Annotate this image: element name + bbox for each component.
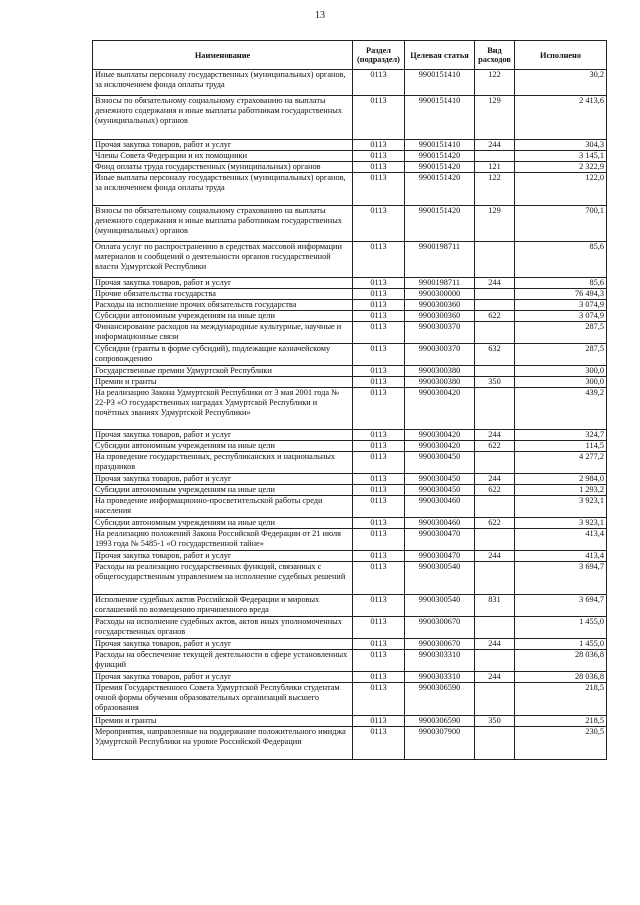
cell-razdel: 0113 — [353, 650, 405, 672]
cell-razdel: 0113 — [353, 151, 405, 162]
cell-name: Прочие обязательства государства — [93, 289, 353, 300]
cell-name: Иные выплаты персоналу государственных (муниципальных) органов, за исключением фонда оплаты труда — [93, 173, 353, 206]
cell-statya: 9900300420 — [405, 388, 475, 430]
table-header-row — [93, 41, 607, 70]
cell-ispolneno: 218,5 — [515, 683, 607, 716]
cell-ispolneno: 76 494,3 — [515, 289, 607, 300]
table-row — [93, 366, 607, 377]
cell-statya: 9900198711 — [405, 278, 475, 289]
cell-ispolneno: 4 277,2 — [515, 452, 607, 474]
table-row — [93, 529, 607, 551]
cell-ispolneno: 218,5 — [515, 716, 607, 727]
cell-statya: 9900300470 — [405, 551, 475, 562]
cell-ispolneno: 122,0 — [515, 173, 607, 206]
cell-razdel: 0113 — [353, 344, 405, 366]
cell-vid: 244 — [475, 278, 515, 289]
cell-name: На реализацию положений Закона Российской Федерации от 21 июля 1993 года № 5485-1 «О государственной тайне» — [93, 529, 353, 551]
cell-vid: 350 — [475, 716, 515, 727]
cell-ispolneno: 3 923,1 — [515, 496, 607, 518]
cell-vid: 122 — [475, 70, 515, 96]
table-row — [93, 388, 607, 430]
cell-vid: 244 — [475, 672, 515, 683]
cell-name: Расходы на обеспечение текущей деятельности в сфере установленных функций — [93, 650, 353, 672]
cell-vid — [475, 496, 515, 518]
table-row — [93, 650, 607, 672]
cell-name: Взносы по обязательному социальному страхованию на выплаты денежного содержания и иные выплаты работникам государственных (муниципальных) органов — [93, 206, 353, 242]
table-row — [93, 140, 607, 151]
table-row — [93, 322, 607, 344]
cell-statya: 9900300420 — [405, 441, 475, 452]
cell-ispolneno: 85,6 — [515, 278, 607, 289]
cell-name: Субсидии автономным учреждениям на иные цели — [93, 518, 353, 529]
cell-statya: 9900300380 — [405, 366, 475, 377]
cell-statya: 9900151410 — [405, 96, 475, 140]
table-row — [93, 70, 607, 96]
cell-razdel: 0113 — [353, 595, 405, 617]
cell-razdel: 0113 — [353, 242, 405, 278]
cell-vid — [475, 322, 515, 344]
cell-name: Прочая закупка товаров, работ и услуг — [93, 672, 353, 683]
cell-name: Финансирование расходов на международные культурные, научные и информационные связи — [93, 322, 353, 344]
cell-name: Взносы по обязательному социальному страхованию на выплаты денежного содержания и иные выплаты работникам государственных (муниципальных) органов — [93, 96, 353, 140]
cell-ispolneno: 3 145,1 — [515, 151, 607, 162]
cell-vid: 244 — [475, 430, 515, 441]
cell-statya: 9900300470 — [405, 529, 475, 551]
cell-ispolneno: 413,4 — [515, 551, 607, 562]
cell-ispolneno: 439,2 — [515, 388, 607, 430]
cell-vid — [475, 727, 515, 760]
cell-statya: 9900306590 — [405, 683, 475, 716]
cell-razdel: 0113 — [353, 289, 405, 300]
cell-ispolneno: 3 694,7 — [515, 595, 607, 617]
cell-ispolneno: 1 455,0 — [515, 639, 607, 650]
cell-statya: 9900151420 — [405, 151, 475, 162]
cell-vid: 244 — [475, 551, 515, 562]
header-razdel: Раздел (подраздел) — [353, 41, 405, 70]
cell-statya: 9900151420 — [405, 162, 475, 173]
cell-razdel: 0113 — [353, 551, 405, 562]
cell-razdel: 0113 — [353, 683, 405, 716]
cell-statya: 9900151410 — [405, 140, 475, 151]
cell-razdel: 0113 — [353, 388, 405, 430]
cell-name: Члены Совета Федерации и их помощники — [93, 151, 353, 162]
table-row — [93, 278, 607, 289]
cell-ispolneno: 114,5 — [515, 441, 607, 452]
table-row — [93, 496, 607, 518]
table-row — [93, 300, 607, 311]
cell-name: Оплата услуг по распространению в средствах массовой информации материалов и сообщений о деятельности органов государственной власти Удмуртской Республики — [93, 242, 353, 278]
cell-statya: 9900300370 — [405, 344, 475, 366]
cell-ispolneno: 304,3 — [515, 140, 607, 151]
cell-ispolneno: 300,0 — [515, 377, 607, 388]
table-row — [93, 485, 607, 496]
cell-razdel: 0113 — [353, 562, 405, 595]
cell-name: Премии и гранты — [93, 377, 353, 388]
table-row — [93, 441, 607, 452]
cell-razdel: 0113 — [353, 716, 405, 727]
cell-ispolneno: 300,0 — [515, 366, 607, 377]
table-row — [93, 716, 607, 727]
table-row — [93, 727, 607, 760]
cell-ispolneno: 1 455,0 — [515, 617, 607, 639]
table-row — [93, 452, 607, 474]
cell-ispolneno: 1 293,2 — [515, 485, 607, 496]
cell-name: Субсидии автономным учреждениям на иные цели — [93, 311, 353, 322]
cell-statya: 9900151420 — [405, 173, 475, 206]
cell-vid: 831 — [475, 595, 515, 617]
table-row — [93, 242, 607, 278]
cell-statya: 9900300420 — [405, 430, 475, 441]
cell-name: Прочая закупка товаров, работ и услуг — [93, 430, 353, 441]
cell-ispolneno: 3 923,1 — [515, 518, 607, 529]
cell-razdel: 0113 — [353, 173, 405, 206]
cell-statya: 9900151410 — [405, 70, 475, 96]
cell-razdel: 0113 — [353, 430, 405, 441]
cell-name: Премия Государственного Совета Удмуртской Республики студентам очной формы обучения образовательных организаций высшего образования — [93, 683, 353, 716]
cell-razdel: 0113 — [353, 474, 405, 485]
table-row — [93, 96, 607, 140]
cell-statya: 9900300450 — [405, 485, 475, 496]
table-row — [93, 344, 607, 366]
cell-vid: 244 — [475, 140, 515, 151]
header-statya: Целевая статья — [405, 41, 475, 70]
cell-statya: 9900300460 — [405, 496, 475, 518]
cell-razdel: 0113 — [353, 311, 405, 322]
cell-name: Субсидии автономным учреждениям на иные цели — [93, 485, 353, 496]
cell-name: Прочая закупка товаров, работ и услуг — [93, 140, 353, 151]
cell-vid — [475, 388, 515, 430]
cell-razdel: 0113 — [353, 140, 405, 151]
cell-ispolneno: 287,5 — [515, 344, 607, 366]
cell-vid: 244 — [475, 639, 515, 650]
cell-statya: 9900300540 — [405, 595, 475, 617]
cell-name: Исполнение судебных актов Российской Федерации и мировых соглашений по возмещению причиненного вреда — [93, 595, 353, 617]
table-row — [93, 377, 607, 388]
cell-razdel: 0113 — [353, 452, 405, 474]
cell-name: Фонд оплаты труда государственных (муниципальных) органов — [93, 162, 353, 173]
cell-name: Прочая закупка товаров, работ и услуг — [93, 278, 353, 289]
header-ispolneno: Исполнено — [515, 41, 607, 70]
cell-razdel: 0113 — [353, 377, 405, 388]
cell-razdel: 0113 — [353, 617, 405, 639]
cell-statya: 9900300450 — [405, 474, 475, 485]
table-row — [93, 595, 607, 617]
cell-vid: 622 — [475, 485, 515, 496]
cell-vid: 122 — [475, 173, 515, 206]
cell-ispolneno: 230,5 — [515, 727, 607, 760]
cell-vid: 622 — [475, 311, 515, 322]
cell-ispolneno: 287,5 — [515, 322, 607, 344]
cell-razdel: 0113 — [353, 96, 405, 140]
cell-vid — [475, 300, 515, 311]
cell-name: Расходы на исполнение судебных актов, актов иных уполномоченных государственных органов — [93, 617, 353, 639]
cell-statya: 9900198711 — [405, 242, 475, 278]
cell-ispolneno: 2 322,9 — [515, 162, 607, 173]
cell-statya: 9900300380 — [405, 377, 475, 388]
cell-statya: 9900303310 — [405, 672, 475, 683]
cell-ispolneno: 2 984,0 — [515, 474, 607, 485]
table-row — [93, 311, 607, 322]
cell-statya: 9900151420 — [405, 206, 475, 242]
cell-razdel: 0113 — [353, 518, 405, 529]
cell-ispolneno: 324,7 — [515, 430, 607, 441]
cell-name: На проведение государственных, республиканских и национальных праздников — [93, 452, 353, 474]
cell-statya: 9900300540 — [405, 562, 475, 595]
cell-name: Расходы на исполнение прочих обязательств государства — [93, 300, 353, 311]
cell-ispolneno: 413,4 — [515, 529, 607, 551]
cell-razdel: 0113 — [353, 162, 405, 173]
table-row — [93, 562, 607, 595]
cell-vid — [475, 366, 515, 377]
cell-ispolneno: 28 036,8 — [515, 672, 607, 683]
cell-vid — [475, 452, 515, 474]
table-row — [93, 683, 607, 716]
cell-statya: 9900300670 — [405, 617, 475, 639]
cell-name: На реализацию Закона Удмуртской Республики от 3 мая 2001 года № 22-РЗ «О государственных наградах Удмуртской Республики и почётных званиях Удмуртской Республики» — [93, 388, 353, 430]
table-row — [93, 173, 607, 206]
cell-vid: 129 — [475, 206, 515, 242]
cell-vid: 632 — [475, 344, 515, 366]
cell-razdel: 0113 — [353, 300, 405, 311]
table-row — [93, 151, 607, 162]
cell-vid: 622 — [475, 441, 515, 452]
table-row — [93, 474, 607, 485]
cell-statya: 9900303310 — [405, 650, 475, 672]
cell-razdel: 0113 — [353, 727, 405, 760]
page-number: 13 — [315, 10, 325, 21]
cell-vid: 121 — [475, 162, 515, 173]
cell-statya: 9900300450 — [405, 452, 475, 474]
cell-vid — [475, 683, 515, 716]
cell-name: Мероприятия, направленные на поддержание положительного имиджа Удмуртской Республики на уровне Российской Федерации — [93, 727, 353, 760]
cell-ispolneno: 700,1 — [515, 206, 607, 242]
cell-ispolneno: 3 694,7 — [515, 562, 607, 595]
cell-statya: 9900300360 — [405, 311, 475, 322]
header-name: Наименование — [93, 41, 353, 70]
cell-statya: 9900300360 — [405, 300, 475, 311]
cell-razdel: 0113 — [353, 278, 405, 289]
cell-name: Прочая закупка товаров, работ и услуг — [93, 639, 353, 650]
cell-statya: 9900300000 — [405, 289, 475, 300]
cell-vid — [475, 242, 515, 278]
cell-name: Прочая закупка товаров, работ и услуг — [93, 474, 353, 485]
cell-vid: 350 — [475, 377, 515, 388]
cell-vid: 622 — [475, 518, 515, 529]
table-row — [93, 617, 607, 639]
cell-vid — [475, 650, 515, 672]
cell-vid — [475, 617, 515, 639]
cell-ispolneno: 28 036,8 — [515, 650, 607, 672]
cell-razdel: 0113 — [353, 441, 405, 452]
cell-name: Прочая закупка товаров, работ и услуг — [93, 551, 353, 562]
header-vid: Вид расходов — [475, 41, 515, 70]
cell-vid: 244 — [475, 474, 515, 485]
budget-table — [92, 40, 607, 760]
cell-name: Субсидии (гранты в форме субсидий), подлежащие казначейскому сопровождению — [93, 344, 353, 366]
cell-razdel: 0113 — [353, 366, 405, 377]
table-row — [93, 551, 607, 562]
cell-statya: 9900300370 — [405, 322, 475, 344]
cell-razdel: 0113 — [353, 672, 405, 683]
cell-vid — [475, 289, 515, 300]
cell-name: Субсидии автономным учреждениям на иные цели — [93, 441, 353, 452]
cell-razdel: 0113 — [353, 639, 405, 650]
cell-razdel: 0113 — [353, 496, 405, 518]
table-row — [93, 430, 607, 441]
cell-name: Расходы на реализацию государственных функций, связанных с общегосударственным управлением на исполнение судебных решений — [93, 562, 353, 595]
cell-ispolneno: 30,2 — [515, 70, 607, 96]
cell-vid — [475, 562, 515, 595]
table-row — [93, 206, 607, 242]
cell-razdel: 0113 — [353, 485, 405, 496]
table-row — [93, 162, 607, 173]
cell-name: Премии и гранты — [93, 716, 353, 727]
cell-razdel: 0113 — [353, 206, 405, 242]
cell-razdel: 0113 — [353, 70, 405, 96]
cell-statya: 9900307900 — [405, 727, 475, 760]
cell-name: Иные выплаты персоналу государственных (муниципальных) органов, за исключением фонда оплаты труда — [93, 70, 353, 96]
cell-name: Государственные премии Удмуртской Республики — [93, 366, 353, 377]
cell-vid — [475, 151, 515, 162]
cell-ispolneno: 3 074,9 — [515, 311, 607, 322]
cell-vid: 129 — [475, 96, 515, 140]
cell-name: На проведение информационно-просветительской работы среди населения — [93, 496, 353, 518]
table-row — [93, 639, 607, 650]
cell-ispolneno: 85,6 — [515, 242, 607, 278]
table-row — [93, 518, 607, 529]
cell-vid — [475, 529, 515, 551]
cell-razdel: 0113 — [353, 529, 405, 551]
cell-razdel: 0113 — [353, 322, 405, 344]
cell-ispolneno: 2 413,6 — [515, 96, 607, 140]
cell-statya: 9900300670 — [405, 639, 475, 650]
cell-statya: 9900300460 — [405, 518, 475, 529]
table-body — [93, 70, 607, 760]
cell-ispolneno: 3 074,9 — [515, 300, 607, 311]
table-row — [93, 672, 607, 683]
cell-statya: 9900306590 — [405, 716, 475, 727]
table-row — [93, 289, 607, 300]
